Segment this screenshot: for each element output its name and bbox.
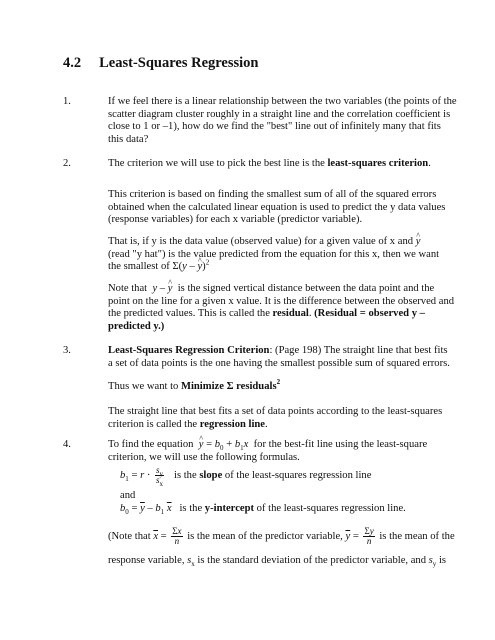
item-4-find — [108, 439, 468, 464]
text-line: obtained when the calculated linear equation is used to predict the y data values — [108, 201, 446, 213]
term-bold: regression line — [199, 418, 266, 430]
text-line: a set of data points is the one having the smallest possible sum of squared errors. — [108, 357, 450, 369]
term-bold: (Residual = observed y – — [314, 308, 425, 320]
text-line: this data? — [108, 133, 149, 145]
text: criterion is called the — [108, 418, 200, 430]
section-title: Least-Squares Regression — [99, 55, 259, 71]
item-4-note — [108, 527, 478, 546]
term-bold: Least-Squares Regression Criterion — [108, 345, 270, 356]
text: is the — [179, 503, 205, 514]
text: is — [438, 555, 447, 566]
sum-squared-formula: Σ(y – y ^)$^2$ — [172, 261, 209, 272]
item-3-minimize: Thus we want to Minimize Σ residuals$^2$ — [108, 378, 281, 392]
term-bold: residual — [272, 308, 309, 320]
item-number: 1. — [63, 96, 71, 107]
text: is the standard deviation of the predictor variable, and — [197, 555, 426, 566]
term-bold: Minimize Σ residuals — [180, 381, 277, 392]
text: is the mean of the — [379, 530, 455, 542]
text: (Note that — [108, 530, 151, 542]
text-line: close to 1 or –1), how do we find the "best" line out of infinitely many that fits — [108, 121, 441, 133]
text: response variable, — [108, 555, 185, 566]
mean-x-formula: $\overline{x}$ = $\frac{\Sigma x}{n}$ — [153, 526, 182, 546]
mean-y-formula: $\overline{y}$ = $\frac{\Sigma y}{n}$ — [345, 526, 374, 546]
item-2-note — [108, 283, 468, 333]
item-number: 3. — [63, 345, 71, 356]
item-4-last-line — [108, 555, 478, 568]
item-2-thatis — [108, 236, 468, 274]
text: is the — [174, 469, 200, 481]
text-line: The straight line that best fits a set of data points according to the least-squares — [108, 406, 443, 417]
sx-symbol: $s_x$ — [187, 555, 195, 569]
text-line: If we feel there is a linear relationship between the two variables (the points of the — [108, 96, 457, 107]
text: of the least-squares regression line. — [254, 503, 406, 514]
text: The criterion we will use to pick the best line is the — [108, 158, 328, 169]
section-heading — [63, 57, 259, 70]
text-line: point on the line for a given x value. It is the difference between the observed and — [108, 295, 455, 307]
term-bold: least-squares criterion — [327, 158, 429, 169]
sy-symbol: $s_y$ — [428, 555, 437, 569]
text: of the least-squares regression line — [222, 469, 372, 481]
item-2-intro — [108, 158, 468, 171]
item-number: 4. — [63, 439, 71, 450]
text: That is, if y is the data value (observed value) for a given value of x and — [108, 236, 414, 247]
item-3-regression-line — [108, 406, 468, 431]
term-bold: predicted y.) — [108, 320, 165, 332]
and-text: and — [120, 490, 136, 501]
intercept-formula: $b_0 = \overline{y} - b_1$ $\overline{x}$ — [120, 503, 172, 517]
text: is the mean of the predictor variable, — [187, 530, 343, 542]
text: Note that — [108, 283, 148, 294]
slope-formula-line — [120, 465, 480, 488]
text-line: (response variables) for each x variable (predictor variable). — [108, 214, 363, 226]
term-bold: y-intercept — [204, 503, 255, 514]
intercept-formula-line — [120, 503, 480, 516]
text: for the best-fit line using the least-square — [253, 439, 428, 450]
term-bold: slope — [199, 469, 223, 481]
text: the smallest of — [108, 261, 170, 273]
text-line: scatter diagram cluster roughly in a straight line and the correlation coefficient is — [108, 108, 451, 120]
slope-formula: $b_1 = r$ · $\frac{s_y}{s_x}$ — [120, 465, 164, 488]
regression-equation: y ^ = $b_0 + b_1x$ — [199, 439, 249, 450]
item-2-paragraph — [108, 189, 468, 227]
text-line: This criterion is based on finding the smallest sum of all of the squared errors — [108, 189, 437, 200]
text-line: (read "y hat") is the value predicted from the equation for this x, then we want — [108, 248, 440, 260]
y-hat-symbol: y ^ — [416, 236, 421, 249]
text: . — [308, 308, 315, 320]
text-line: criterion, we will use the following formulas. — [108, 451, 300, 463]
item-3-criterion — [108, 345, 468, 370]
residual-formula: y – y ^ — [152, 283, 172, 294]
item-number: 2. — [63, 158, 71, 169]
text: the predicted values. This is called the — [108, 308, 273, 320]
section-number: 4.2 — [63, 55, 82, 71]
text: To find the equation — [108, 439, 194, 450]
text: is the signed vertical distance between the data point and the — [177, 283, 435, 294]
text: : (Page 198) The straight line that best fits — [269, 345, 448, 356]
item-1-text — [108, 96, 468, 146]
text: . — [428, 158, 431, 169]
text: Thus we want to — [108, 381, 181, 392]
text: . — [265, 418, 268, 430]
